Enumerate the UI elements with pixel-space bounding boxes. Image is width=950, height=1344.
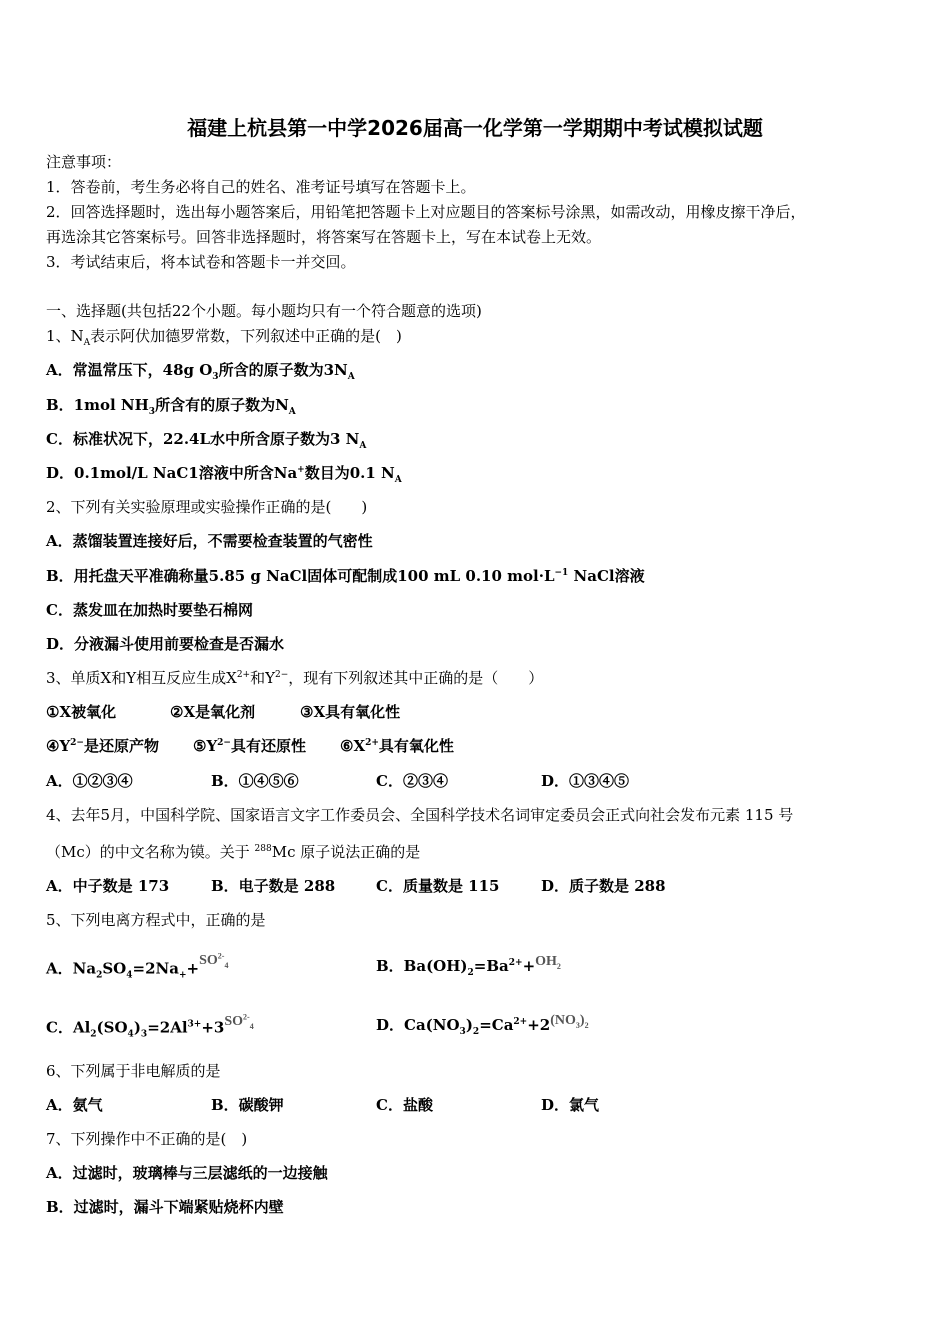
q3-stem: 3、单质X和Y相互反应生成$X^{2+}$和$Y^{2-}$，现有下列叙述其中正确的是（ ） — [46, 669, 544, 687]
notice-item-2-cont: 再选涂其它答案标号。回答非选择题时，将答案写在答题卡上，写在本试卷上无效。 — [46, 228, 602, 246]
q1-option-d: D．0.1mol/L NaC1溶液中所含Na+数目为0.1 $N_A$ — [46, 464, 402, 485]
sulfate-ion-image: $SO^{2-}_4$ — [199, 951, 229, 970]
notice-heading: 注意事项： — [46, 153, 122, 171]
q3-option-c: C．②③④ — [376, 772, 448, 790]
q4-option-a: A．中子数是 173 — [46, 877, 170, 895]
q5-option-a: A．$Na_2SO_4=2Na_++SO^{2-}_4$ — [46, 951, 229, 981]
q6-option-c: C．盐酸 — [376, 1096, 433, 1114]
q7-stem: 7、下列操作中不正确的是( ) — [46, 1130, 248, 1148]
sulfate-ion-image-2: $SO^{2-}_4$ — [224, 1012, 254, 1031]
notice-item-2: 2．回答选择题时，选出每小题答案后，用铅笔把答题卡上对应题目的答案标号涂黑，如需改动，用橡皮擦干净后， — [46, 203, 806, 221]
q3-option-a: A．①②③④ — [46, 772, 133, 790]
q3-statement-6: $⑥X^{2+}$具有氧化性 — [340, 737, 454, 755]
q2-option-d: D．分液漏斗使用前要检查是否漏水 — [46, 635, 285, 653]
section-heading: 一、选择题(共包括22个小题。每小题均只有一个符合题意的选项) — [46, 302, 482, 320]
q6-stem: 6、下列属于非电解质的是 — [46, 1062, 221, 1080]
page-title: 福建上杭县第一中学2026届高一化学第一学期期中考试模拟试题 — [187, 116, 763, 140]
q4-option-c: C．质量数是 115 — [376, 877, 500, 895]
nitrate-ion-image: $(NO_3)_2$ — [550, 1013, 589, 1030]
q1-stem: 1、$N_A$表示阿伏加德罗常数，下列叙述中正确的是( ) — [46, 327, 402, 348]
q3-statement-2: ②X是氧化剂 — [170, 703, 256, 721]
q4-stem-line-2: （Mc）的中文名称为镆。关于 $^{288}$Mc 原子说法正确的是 — [46, 843, 421, 861]
q6-option-b: B．碳酸钾 — [211, 1096, 284, 1114]
q4-stem-line-1: 4、去年5月，中国科学院、国家语言文字工作委员会、全国科学技术名词审定委员会正式向社会发布元素 115 号 — [46, 806, 794, 824]
q3-option-d: D．①③④⑤ — [541, 772, 630, 790]
q5-option-d: D．$Ca(NO_3)_2=Ca^{2+}+2(NO_3)_2$ — [376, 1013, 589, 1037]
hydroxide-ion-image: $OH_2$ — [535, 954, 561, 971]
q6-option-a: A．氨气 — [46, 1096, 103, 1114]
q5-option-c: C．$Al_2(SO_4)_3=2Al^{3+}+3SO^{2-}_4$ — [46, 1012, 254, 1040]
q3-statement-3: ③X具有氧化性 — [300, 703, 401, 721]
q4-option-d: D．质子数是 288 — [541, 877, 666, 895]
q3-statement-5: $⑤Y^{2-}$具有还原性 — [193, 737, 306, 755]
q1-option-c: C．标准状况下，22.4L水中所含原子数为3 $N_A$ — [46, 430, 367, 451]
q1-option-a: A．常温常压下，48g $O_3$所含的原子数为$3N_A$ — [46, 361, 355, 382]
q2-option-b: B．用托盘天平准确称量5.85 g NaCl固体可配制成100 mL 0.10 $mol\cdot L^{-1}$ NaCl溶液 — [46, 567, 645, 585]
notice-item-1: 1．答卷前，考生务必将自己的姓名、准考证号填写在答题卡上。 — [46, 178, 476, 196]
q3-statement-1: ①X被氧化 — [46, 703, 117, 721]
q5-stem: 5、下列电离方程式中，正确的是 — [46, 911, 266, 929]
q2-option-c: C．蒸发皿在加热时要垫石棉网 — [46, 601, 253, 619]
q1-option-b: B．1mol $NH_3$所含有的原子数为$N_A$ — [46, 396, 296, 417]
q7-option-a: A．过滤时，玻璃棒与三层滤纸的一边接触 — [46, 1164, 328, 1182]
q6-option-d: D．氯气 — [541, 1096, 600, 1114]
q5-option-b: B．$Ba(OH)_2=Ba^{2+}+OH_2$ — [376, 954, 561, 978]
q3-option-b: B．①④⑤⑥ — [211, 772, 299, 790]
q4-option-b: B．电子数是 288 — [211, 877, 336, 895]
q2-stem: 2、下列有关实验原理或实验操作正确的是( ) — [46, 498, 368, 516]
q3-statement-4: $④Y^{2-}$是还原产物 — [46, 737, 159, 755]
q7-option-b: B．过滤时，漏斗下端紧贴烧杯内壁 — [46, 1198, 284, 1216]
notice-item-3: 3．考试结束后，将本试卷和答题卡一并交回。 — [46, 253, 356, 271]
q2-option-a: A．蒸馏装置连接好后，不需要检查装置的气密性 — [46, 532, 373, 550]
